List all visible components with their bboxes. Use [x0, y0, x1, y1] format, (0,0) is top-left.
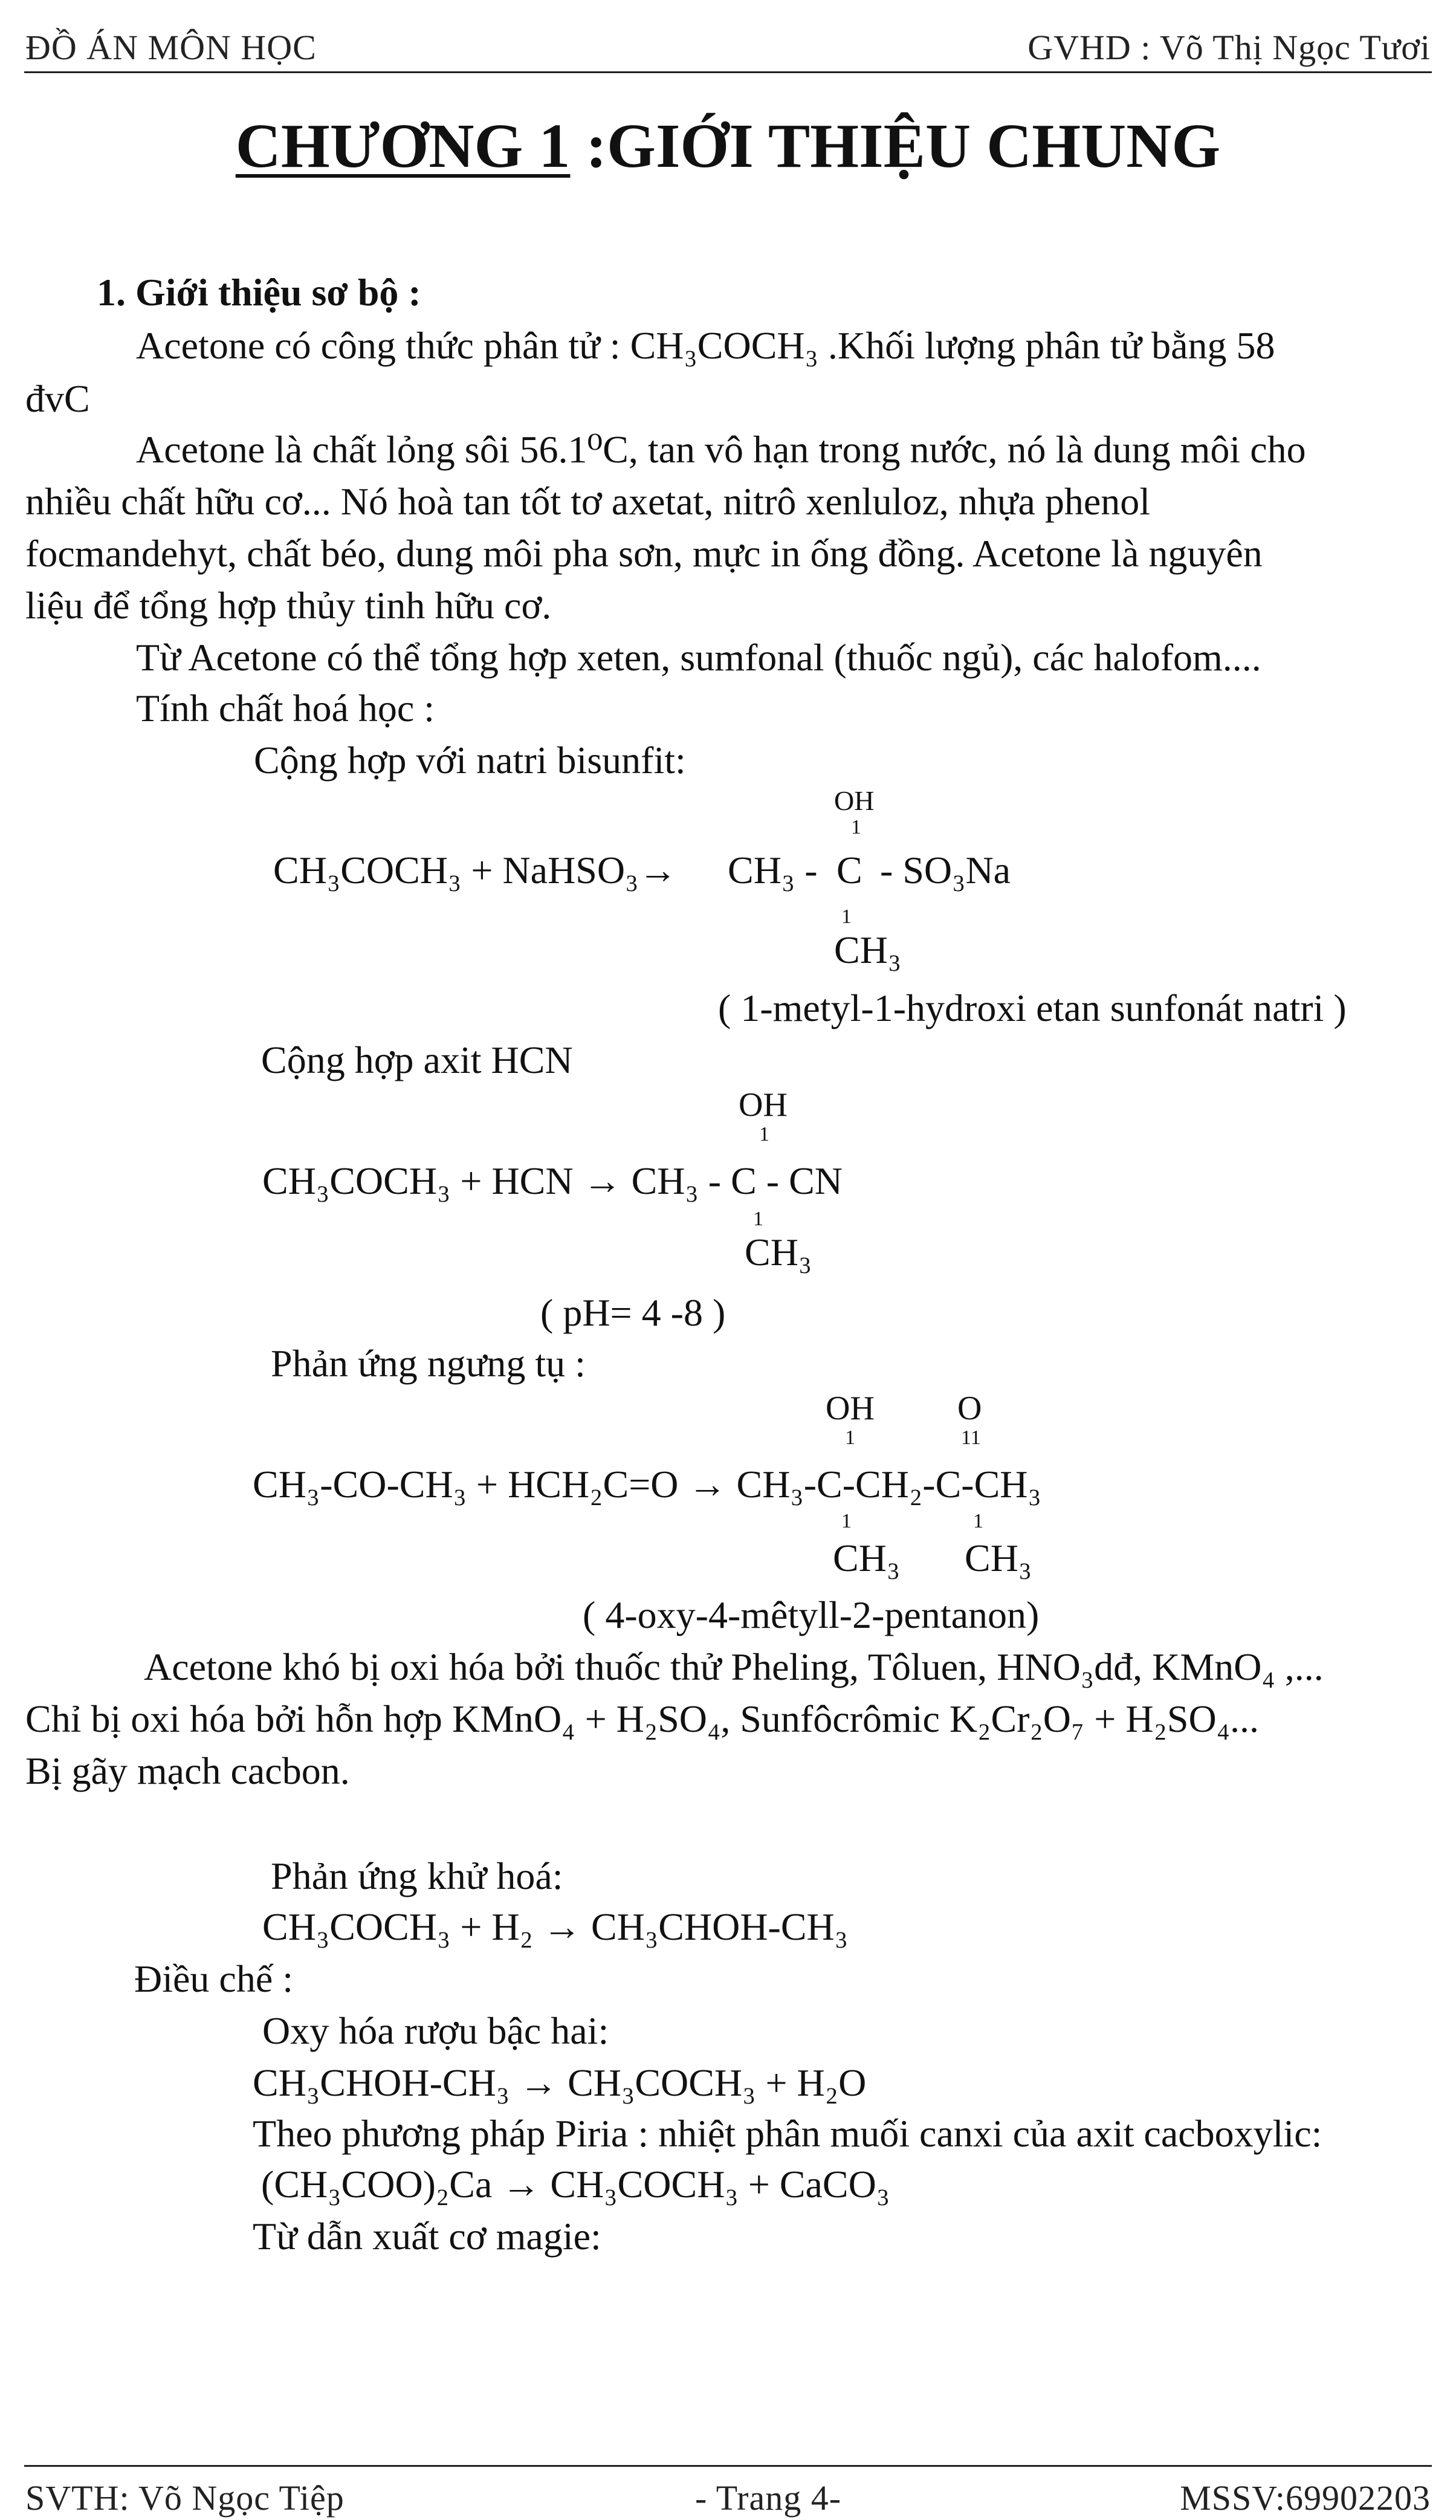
- hydroxyl-group: OH: [834, 785, 875, 816]
- bond-mark: 1: [973, 1510, 983, 1532]
- methyl-group: CH₃: [745, 1231, 812, 1274]
- paragraph-line: nhiều chất hữu cơ... Nó hoà tan tốt tơ axetat, nitrô xenluloz, nhựa phenol: [25, 480, 1151, 523]
- bond-mark: 1: [845, 1427, 855, 1449]
- method-label: Theo phương pháp Piria : nhiệt phân muối canxi của axit cacboxylic:: [253, 2112, 1322, 2155]
- reaction-equation: CH₃-CO-CH₃ + HCH₂C=O → CH₃-C-CH₂-C-CH₃: [253, 1463, 1041, 1506]
- bond-mark: 1: [841, 905, 852, 928]
- method-label: Từ dẫn xuất cơ magie:: [253, 2215, 601, 2258]
- paragraph-line: Acetone có công thức phân tử : CH₃COCH₃ .Khối lượng phân tử bằng 58: [136, 324, 1275, 367]
- method-label: Oxy hóa rượu bậc hai:: [262, 2009, 609, 2052]
- paragraph-line: Tính chất hoá học :: [136, 687, 435, 730]
- chapter-number: CHƯƠNG 1: [235, 111, 571, 181]
- section-heading: 1. Giới thiệu sơ bộ :: [97, 271, 421, 314]
- paragraph-line: Acetone khó bị oxi hóa bởi thuốc thử Pheling, Tôluen, HNO₃dđ, KMnO₄ ,...: [144, 1645, 1324, 1688]
- paragraph-line: đvC: [25, 377, 90, 420]
- methyl-group: CH₃: [834, 928, 902, 971]
- double-bond-mark: 11: [961, 1427, 981, 1449]
- reaction-equation: CH₃COCH₃ + HCN → CH₃ - C - CN: [262, 1159, 843, 1202]
- product-name: ( 1-metyl-1-hydroxi etan sunfonát natri ): [718, 986, 1347, 1029]
- carbonyl-oxygen: O: [957, 1390, 982, 1427]
- chapter-name: :GIỚI THIỆU CHUNG: [570, 111, 1221, 181]
- reaction-label: Cộng hợp axit HCN: [261, 1038, 573, 1081]
- paragraph-line: Acetone là chất lỏng sôi 56.1⁰C, tan vô hạn trong nước, nó là dung môi cho: [136, 428, 1306, 471]
- reaction-equation: CH₃CHOH-CH₃ → CH₃COCH₃ + H₂O: [253, 2061, 867, 2104]
- hydroxyl-group: OH: [739, 1086, 788, 1124]
- hydroxyl-group: OH: [826, 1390, 875, 1427]
- footer-rule: [24, 2465, 1432, 2467]
- reaction-label: Phản ứng ngưng tụ :: [271, 1342, 586, 1385]
- chapter-title: [0, 111, 1456, 181]
- reaction-condition: ( pH= 4 -8 ): [540, 1291, 726, 1334]
- paragraph-line: liệu để tổng hợp thủy tinh hữu cơ.: [25, 584, 552, 627]
- paragraph-line: Bị gãy mạch cacbon.: [25, 1749, 350, 1792]
- footer-right: MSSV:69902203: [1180, 2478, 1431, 2518]
- subsection-heading: Điều chế :: [134, 1957, 293, 2000]
- reaction-product: CH₃ -: [728, 849, 818, 892]
- reaction-equation: (CH₃COO)₂Ca → CH₃COCH₃ + CaCO₃: [261, 2163, 890, 2206]
- bond-mark: 1: [851, 816, 861, 838]
- paragraph-line: Chỉ bị oxi hóa bởi hỗn hợp KMnO₄ + H₂SO₄, Sunfôcrômic K₂Cr₂O₇ + H₂SO₄...: [25, 1697, 1260, 1740]
- reaction-equation: CH₃COCH₃ + NaHSO₃→: [273, 849, 678, 892]
- bond-mark: 1: [841, 1510, 852, 1532]
- central-carbon: C: [836, 849, 862, 892]
- footer-left: SVTH: Võ Ngọc Tiệp: [25, 2478, 345, 2518]
- page-number: - Trang 4-: [695, 2478, 842, 2518]
- reaction-label: Phản ứng khử hoá:: [271, 1854, 563, 1897]
- bond-mark: 1: [753, 1208, 763, 1230]
- bond-mark: 1: [759, 1123, 769, 1145]
- paragraph-line: focmandehyt, chất béo, dung môi pha sơn, mực in ống đồng. Acetone là nguyên: [25, 532, 1263, 575]
- methyl-group: CH₃: [965, 1537, 1032, 1579]
- methyl-group: CH₃: [833, 1537, 901, 1579]
- product-name: ( 4-oxy-4-mêtyll-2-pentanon): [583, 1593, 1040, 1636]
- header-rule: [24, 71, 1432, 73]
- header-right: GVHD : Võ Thị Ngọc Tươi: [1027, 28, 1431, 67]
- reaction-label: Cộng hợp với natri bisunfit:: [254, 739, 686, 782]
- reaction-product: - SO₃Na: [880, 849, 1011, 892]
- reaction-equation: CH₃COCH₃ + H₂ → CH₃CHOH-CH₃: [262, 1905, 849, 1948]
- paragraph-line: Từ Acetone có thể tổng hợp xeten, sumfonal (thuốc ngủ), các halofom....: [136, 636, 1261, 679]
- header-left: ĐỒ ÁN MÔN HỌC: [25, 28, 317, 67]
